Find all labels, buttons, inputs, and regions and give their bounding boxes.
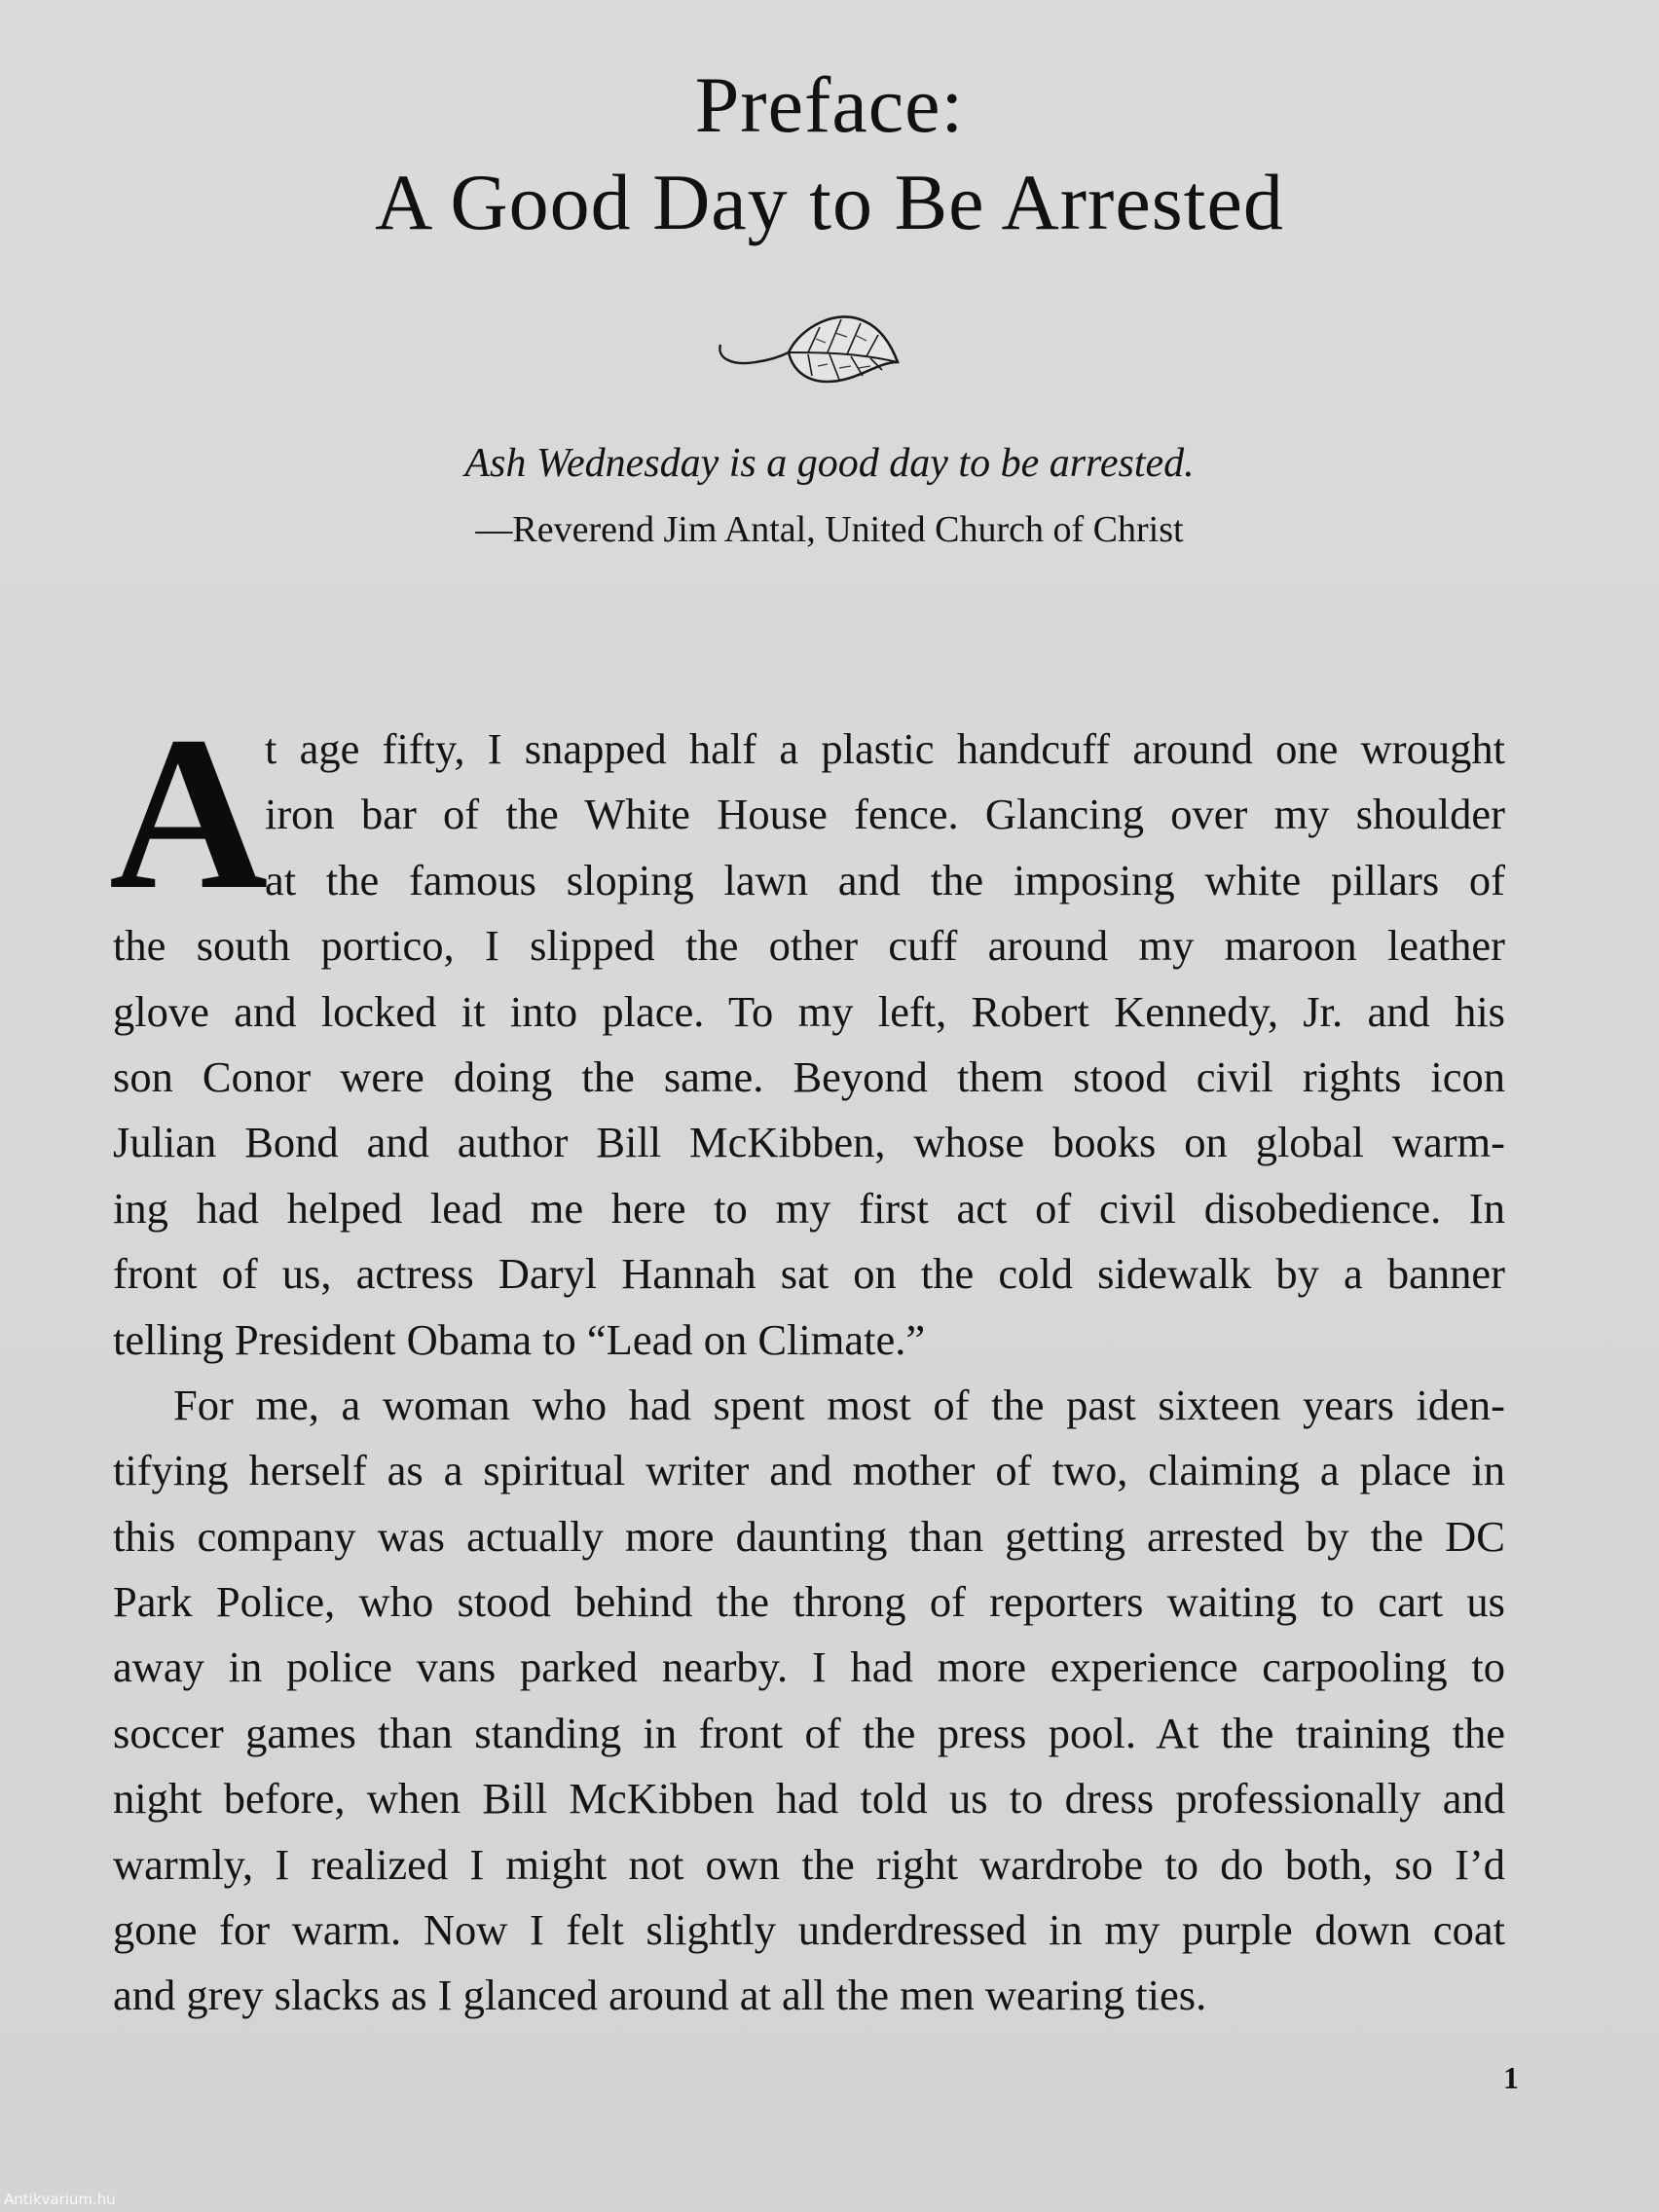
text-line: glove and locked it into place. To my left, Robert Kennedy, Jr. and his [113, 986, 1505, 1036]
text-line: this company was actually more daunting than getting arrested by the DC [113, 1511, 1505, 1561]
text-line: soccer games than standing in front of the press pool. At the training the [113, 1708, 1505, 1757]
text-line: Park Police, who stood behind the throng of reporters waiting to cart us [113, 1577, 1505, 1627]
text-line: telling President Obama to “Lead on Climate.” [113, 1314, 926, 1364]
text-line: ing had helped lead me here to my first act of civil disobedience. In [113, 1183, 1505, 1233]
text-line: iron bar of the White House fence. Glancing over my shoulder [265, 790, 1505, 839]
epigraph-quote: Ash Wednesday is a good day to be arrested. [464, 441, 1195, 486]
text-line: warmly, I realized I might not own the right wardrobe to do both, so I’d [113, 1839, 1505, 1889]
chapter-title-line-1: Preface: [694, 60, 965, 149]
text-line: tifying herself as a spiritual writer and mother of two, claiming a place in [113, 1446, 1505, 1495]
text-line: For me, a woman who had spent most of the past sixteen years iden- [173, 1380, 1505, 1429]
text-line: front of us, actress Daryl Hannah sat on the cold sidewalk by a banner [113, 1249, 1505, 1299]
chapter-title-line-2: A Good Day to Be Arrested [375, 158, 1284, 246]
text-line: and grey slacks as I glanced around at all the men wearing ties. [113, 1971, 1207, 2020]
text-line: t age fifty, I snapped half a plastic handcuff around one wrought [265, 724, 1505, 773]
text-line: Julian Bond and author Bill McKibben, whose books on global warm- [113, 1118, 1505, 1167]
text-line: at the famous sloping lawn and the imposing white pillars of [265, 855, 1505, 904]
text-line: son Conor were doing the same. Beyond them stood civil rights icon [113, 1051, 1505, 1101]
text-line: away in police vans parked nearby. I had more experience carpooling to [113, 1642, 1505, 1692]
text-line: the south portico, I slipped the other cuff around my maroon leather [113, 921, 1505, 971]
epigraph-attribution: —Reverend Jim Antal, United Church of Christ [475, 509, 1184, 550]
page-number: 1 [1503, 2060, 1519, 2095]
text-line: night before, when Bill McKibben had told us to dress professionally and [113, 1774, 1505, 1824]
text-line: gone for warm. Now I felt slightly underdressed in my purple down coat [113, 1905, 1505, 1955]
body-text [113, 717, 1505, 2029]
drop-cap: A [109, 691, 269, 935]
leaf-icon [711, 288, 905, 405]
watermark: Antikvarium.hu [4, 2191, 116, 2208]
